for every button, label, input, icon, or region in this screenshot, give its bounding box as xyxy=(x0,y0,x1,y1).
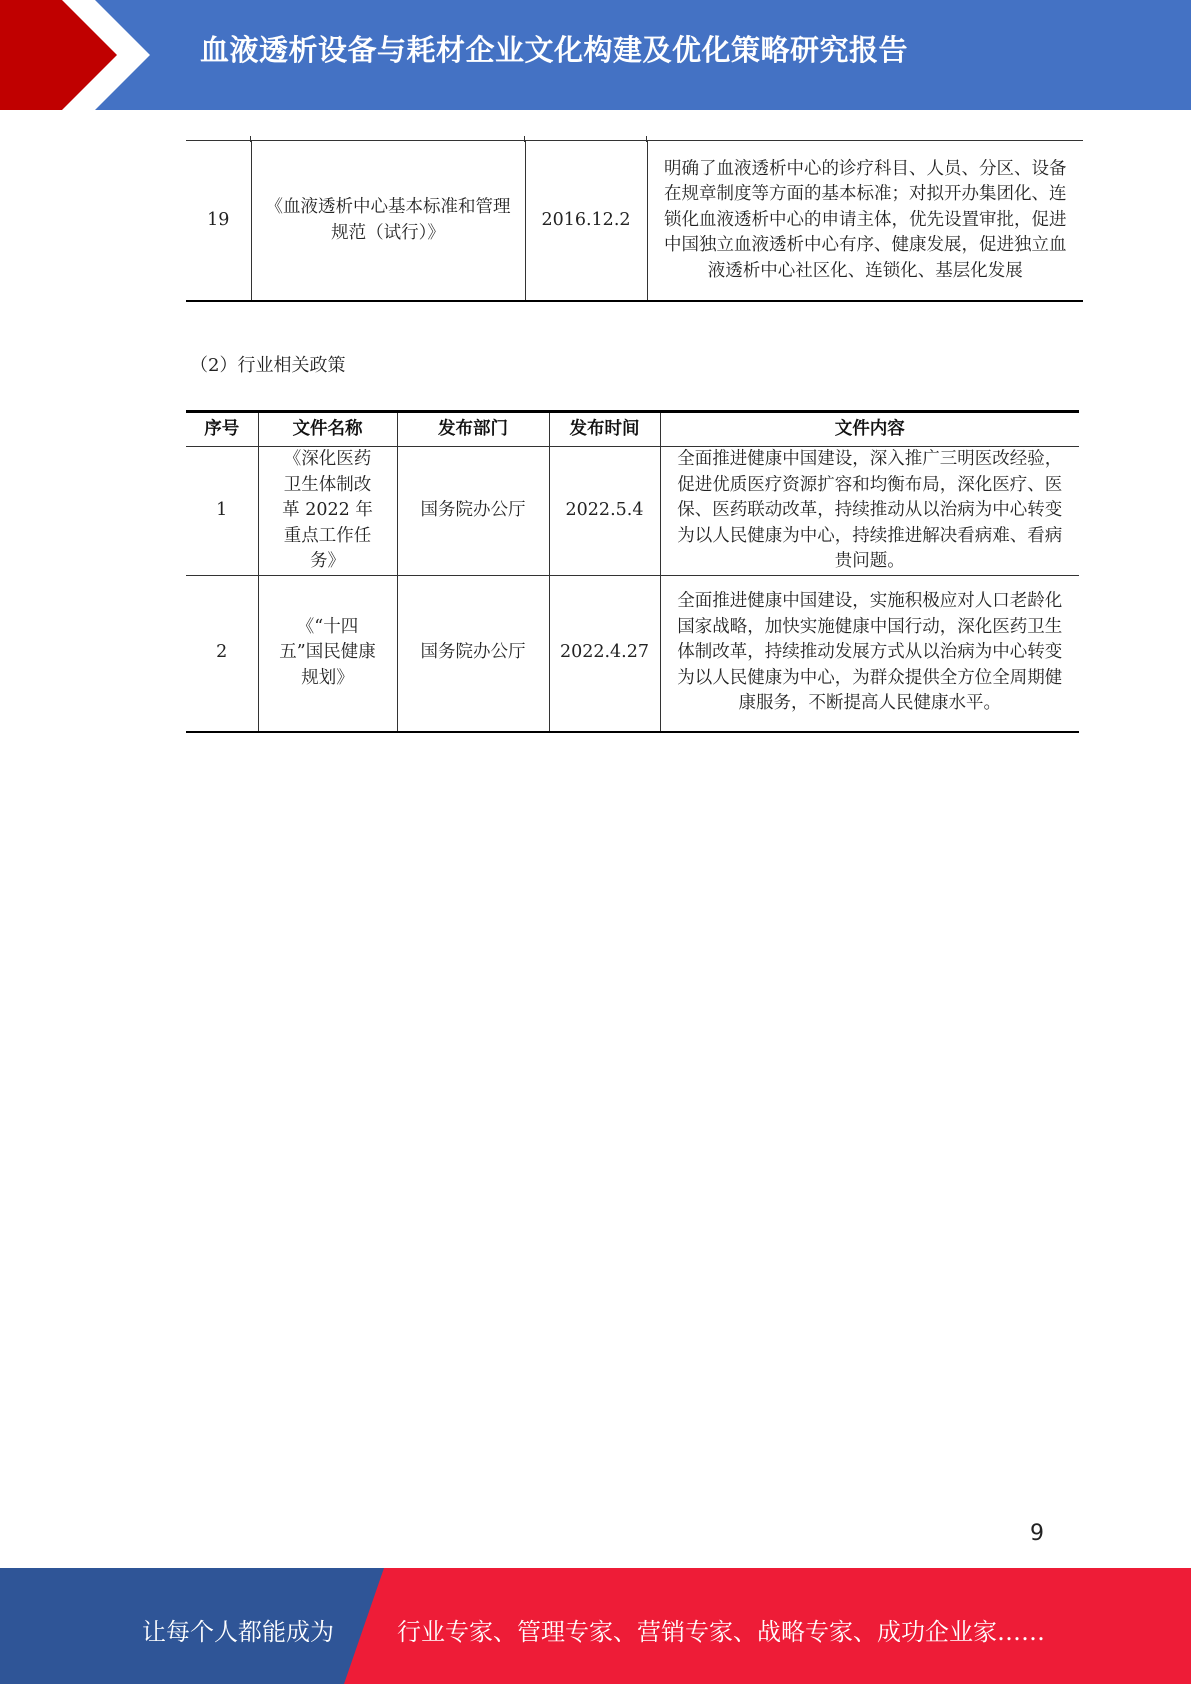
column-header-date: 发布时间 xyxy=(549,412,660,447)
header-banner xyxy=(0,0,1191,110)
row-index: 2 xyxy=(186,575,258,732)
column-header-index: 序号 xyxy=(186,412,258,447)
table-row xyxy=(186,141,1083,302)
previous-policy-table xyxy=(186,140,1083,302)
document-name: 《“十四五”国民健康规划》 xyxy=(258,575,397,732)
document-content: 全面推进健康中国建设，深入推广三明医改经验，促进优质医疗资源扩容和均衡布局，深化医疗、医保、医药联动改革，持续推动从以治病为中心转变为以人民健康为中心，持续推进解决看病难、看病贵问题。 xyxy=(660,447,1079,576)
footer-banner xyxy=(0,1568,1191,1684)
publish-department: 国务院办公厅 xyxy=(397,447,549,576)
table-row xyxy=(186,447,1079,576)
document-name: 《深化医药卫生体制改革 2022 年重点工作任务》 xyxy=(258,447,397,576)
document-content: 明确了血液透析中心的诊疗科目、人员、分区、设备在规章制度等方面的基本标准；对拟开办集团化、连锁化血液透析中心的申请主体，优先设置审批，促进中国独立血液透析中心有序、健康发展，促进独立血液透析中心社区化、连锁化、基层化发展 xyxy=(647,141,1083,302)
section-heading: （2）行业相关政策 xyxy=(190,355,346,376)
document-name: 《血液透析中心基本标准和管理规范（试行）》 xyxy=(251,141,525,302)
table-row xyxy=(186,575,1079,732)
column-header-name: 文件名称 xyxy=(258,412,397,447)
publish-date: 2022.5.4 xyxy=(549,447,660,576)
header-chevron-icon xyxy=(0,0,160,110)
page-number: 9 xyxy=(1030,1521,1044,1546)
column-header-content: 文件内容 xyxy=(660,412,1079,447)
document-content: 全面推进健康中国建设，实施积极应对人口老龄化国家战略，加快实施健康中国行动，深化医药卫生体制改革，持续推动发展方式从以治病为中心转变为以人民健康为中心，为群众提供全方位全周期健康服务，不断提高人民健康水平。 xyxy=(660,575,1079,732)
publish-department: 国务院办公厅 xyxy=(397,575,549,732)
row-index: 1 xyxy=(186,447,258,576)
row-index: 19 xyxy=(186,141,251,302)
publish-date: 2016.12.2 xyxy=(525,141,647,302)
table-header-row xyxy=(186,412,1079,447)
footer-slogan-right: 行业专家、管理专家、营销专家、战略专家、成功企业家…… xyxy=(397,1618,1045,1646)
publish-date: 2022.4.27 xyxy=(549,575,660,732)
industry-policy-table xyxy=(186,410,1079,733)
document-title: 血液透析设备与耗材企业文化构建及优化策略研究报告 xyxy=(200,33,909,67)
footer-slogan-left: 让每个人都能成为 xyxy=(142,1618,334,1646)
column-header-department: 发布部门 xyxy=(397,412,549,447)
